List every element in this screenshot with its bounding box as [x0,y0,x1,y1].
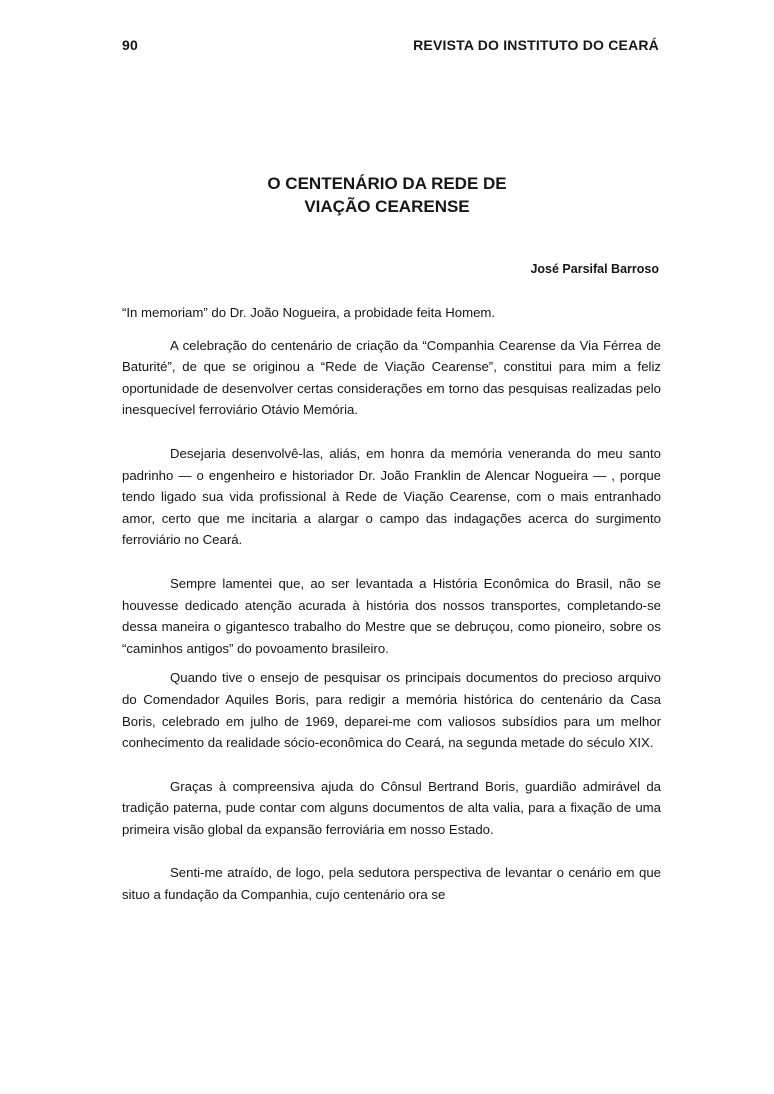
paragraph: Sempre lamentei que, ao ser levantada a História Econômica do Brasil, não se houvesse dedicado atenção acurada à história dos nossos transportes, completando-se dessa maneira o gigantesco trabalho do Mestre que se debruçou, como pioneiro, sobre os “caminhos antigos” do povoamento brasileiro. [122,575,661,656]
running-head [122,37,659,57]
paragraph: Graças à compreensiva ajuda do Cônsul Bertrand Boris, guardião admirável da tradição paterna, pude contar com alguns documentos de alta valia, para a fixação de uma primeira visão global da expansão ferroviária em nosso Estado. [122,778,661,837]
paragraph: Quando tive o ensejo de pesquisar os principais documentos do precioso arquivo do Comendador Aquiles Boris, para redigir a memória histórica do centenário da Casa Boris, celebrado em julho de 1969, deparei-me com valiosos subsídios para um melhor conhecimento da realidade sócio-econômica do Ceará, na segunda metade do século XIX. [122,670,661,751]
article-title-line-2: VIAÇÃO CEARENSE [304,197,470,216]
page-number: 90 [122,37,138,53]
paragraph: A celebração do centenário de criação da “Companhia Cearense da Via Férrea de Baturité”, de que se originou a “Rede de Viação Cearense”, constitui para mim a feliz oportunidade de desenvolver certas considerações em torno das pesquisas realizadas pelo inesquecível ferroviário Otávio Memória. [122,337,661,418]
author-name: José Parsifal Barroso [530,262,659,276]
article-body [122,302,661,906]
journal-title: REVISTA DO INSTITUTO DO CEARÁ [413,37,659,53]
paragraph: Senti-me atraído, de logo, pela sedutora perspectiva de levantar o cenário em que situo a fundação da Companhia, cujo centenário ora se [122,865,661,903]
paragraph: Desejaria desenvolvê-las, aliás, em honra da memória veneranda do meu santo padrinho — o engenheiro e historiador Dr. João Franklin de Alencar Nogueira — , porque tendo ligado sua vida profissional à Rede de Viação Cearense, com o mais entranhado amor, certo que me incitaria a alargar o campo das indagações acerca do surgimento ferroviário no Ceará. [122,445,661,548]
article-title [0,172,774,218]
dedication: “In memoriam” do Dr. João Nogueira, a probidade feita Homem. [122,305,496,320]
article-title-line-1: O CENTENÁRIO DA REDE DE [267,174,507,193]
